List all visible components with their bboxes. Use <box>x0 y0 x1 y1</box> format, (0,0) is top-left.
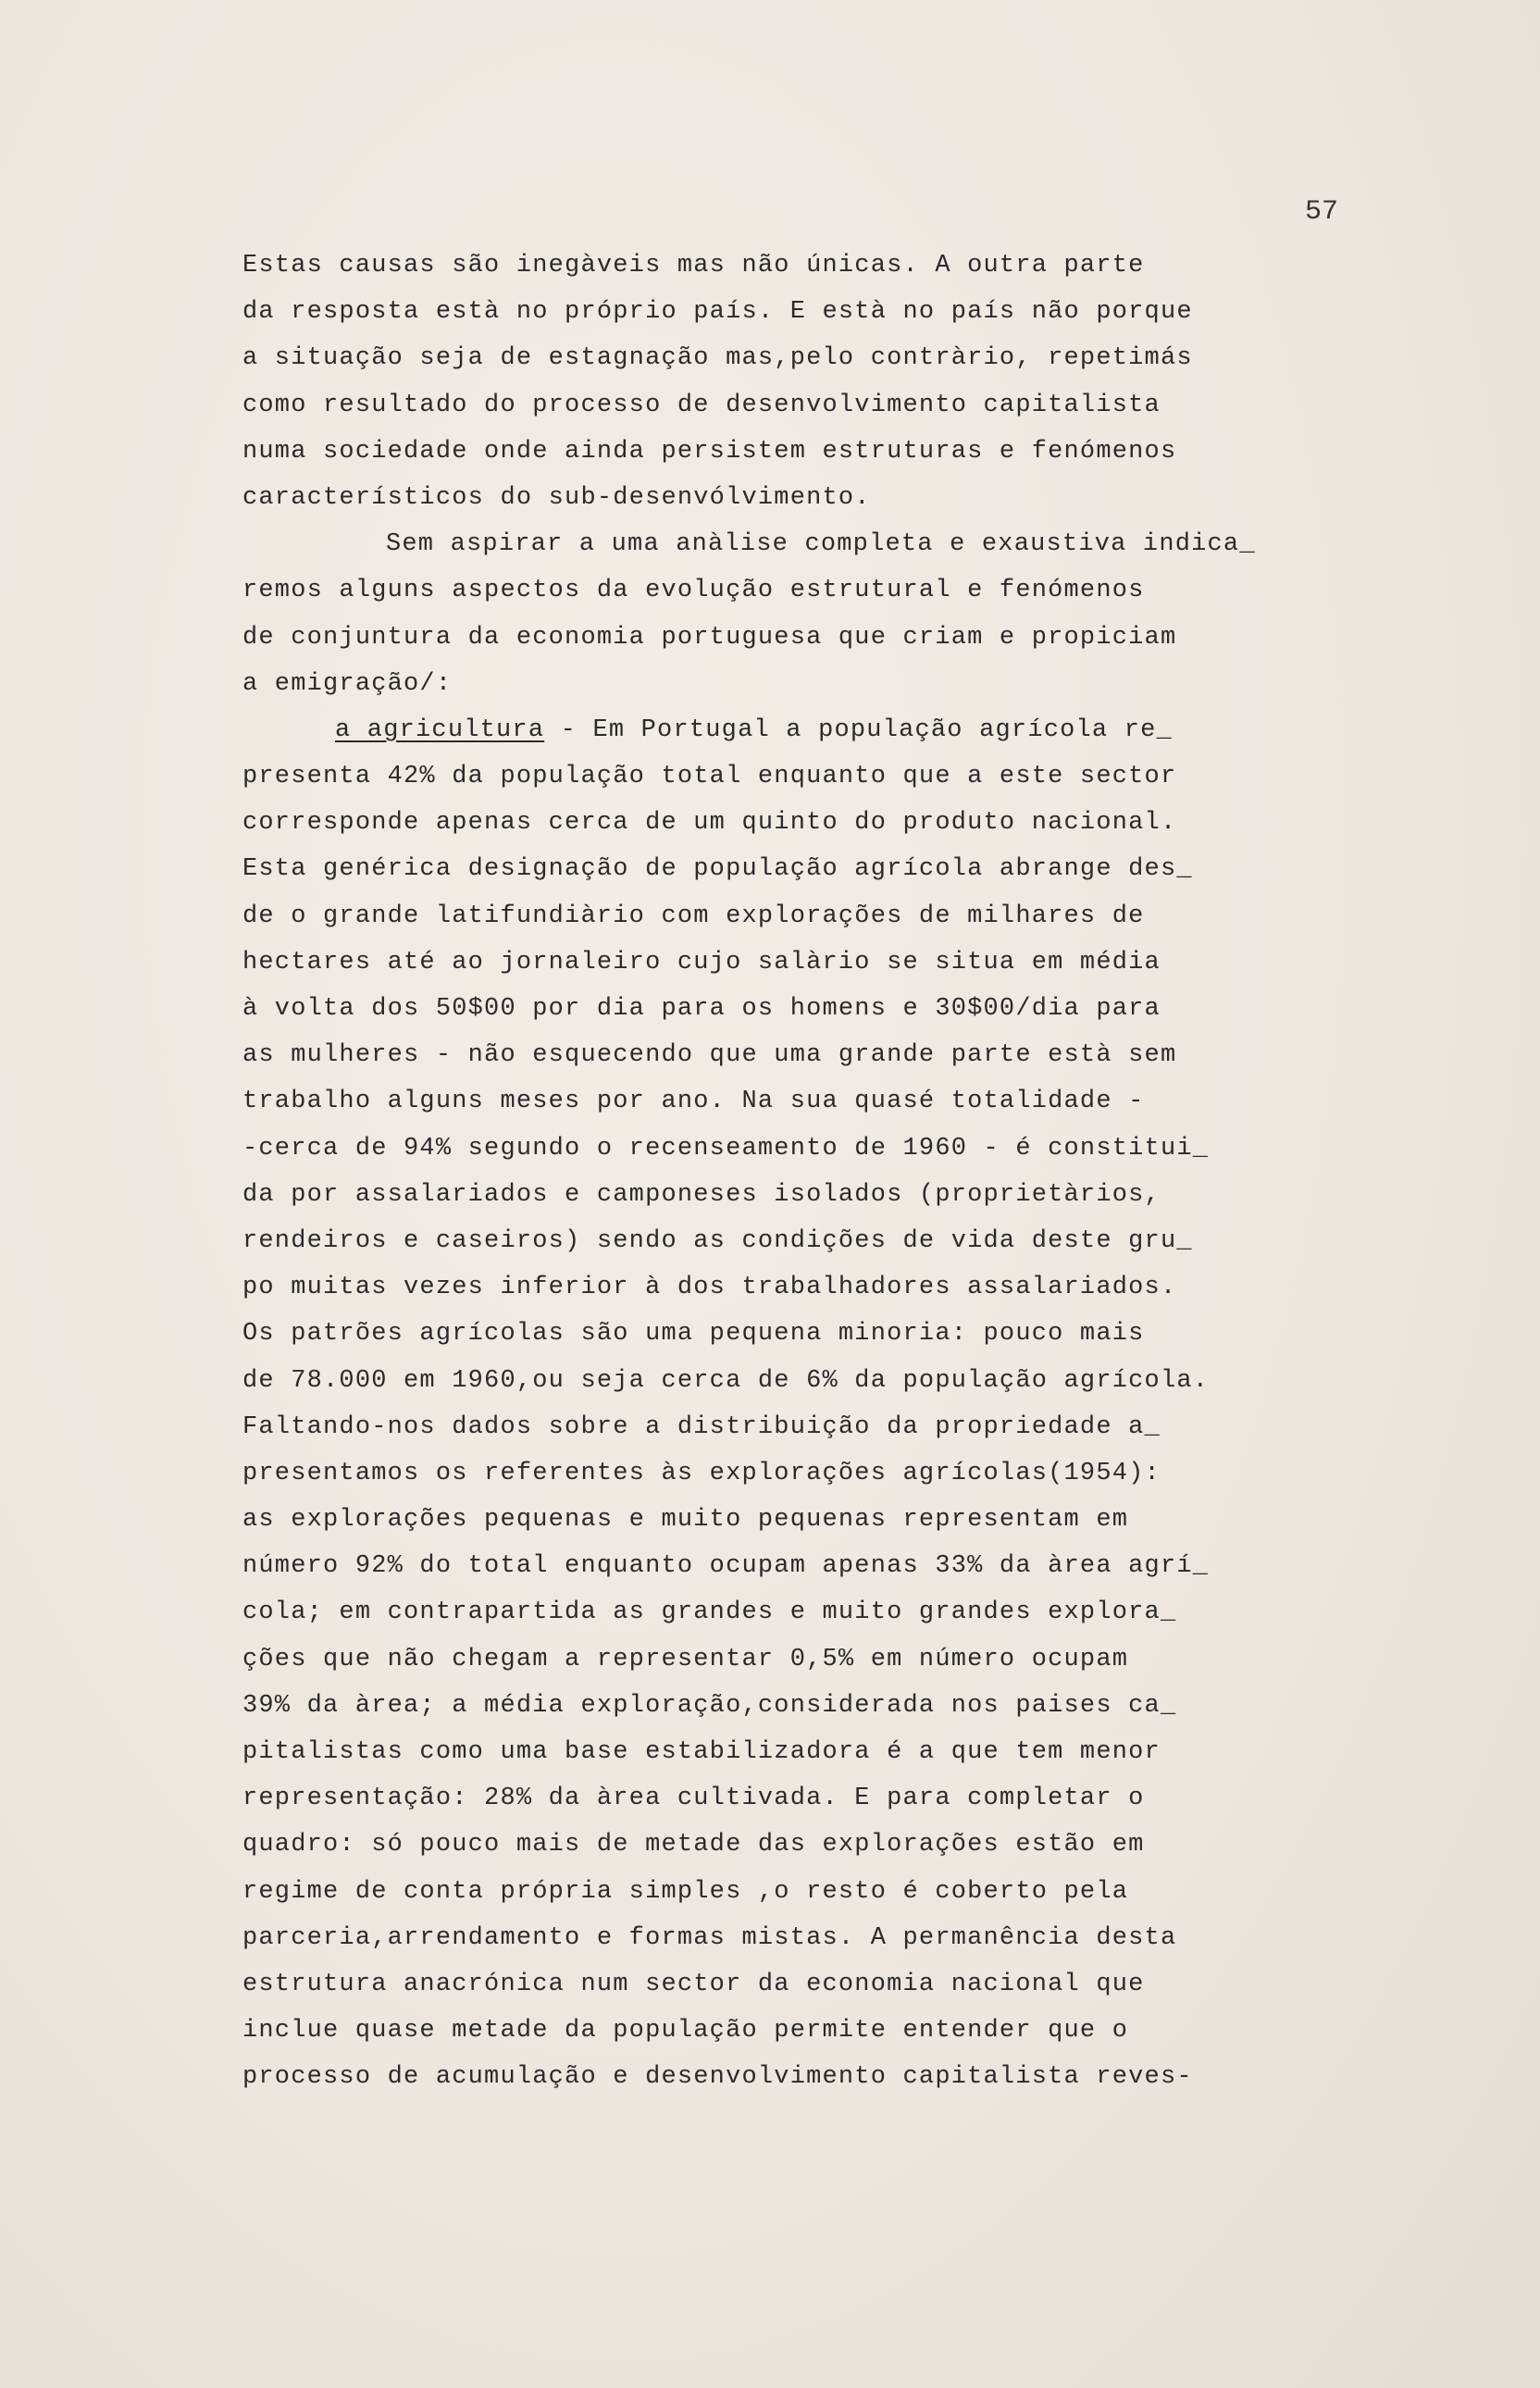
paragraph-line: de conjuntura da economia portuguesa que criam e propiciam <box>242 623 1177 652</box>
paragraph-line: corresponde apenas cerca de um quinto do produto nacional. <box>242 809 1177 838</box>
paragraph-line: como resultado do processo de desenvolvimento capitalista <box>242 391 1161 419</box>
paragraph-line: hectares até ao jornaleiro cujo salàrio se situa em média <box>242 948 1161 976</box>
paragraph-line: representação: 28% da àrea cultivada. E para completar o <box>242 1785 1145 1813</box>
paragraph-line: Sem aspirar a uma anàlise completa e exaustiva indica_ <box>386 530 1256 559</box>
paragraph <box>242 521 1418 707</box>
paragraph-line <box>242 707 1418 753</box>
paragraph-line: presenta 42% da população total enquanto que a este sector <box>242 763 1177 791</box>
paragraph-line: remos alguns aspectos da evolução estrutural e fenómenos <box>242 577 1145 605</box>
paragraph-line: característicos do sub-desenvólvimento. <box>242 483 871 512</box>
paragraph-line: estrutura anacrónica num sector da economia nacional que <box>242 1970 1145 1998</box>
document-body <box>242 243 1418 2101</box>
page-number: 57 <box>1305 196 1339 228</box>
paragraph-line: trabalho alguns meses por ano. Na sua quasé totalidade - <box>242 1088 1145 1116</box>
paragraph-line: po muitas vezes inferior à dos trabalhadores assalariados. <box>242 1274 1177 1302</box>
paragraph-line: ções que não chegam a representar 0,5% em número ocupam <box>242 1645 1129 1673</box>
paragraph <box>242 707 1418 2101</box>
paragraph-line: processo de acumulação e desenvolvimento capitalista reves- <box>242 2063 1193 2092</box>
section-heading: a agricultura <box>335 715 545 744</box>
paragraph-line: de o grande latifundiàrio com explorações de milhares de <box>242 902 1145 930</box>
paragraph-line: Faltando-nos dados sobre a distribuição da propriedade a_ <box>242 1412 1161 1441</box>
paragraph-line: as mulheres - não esquecendo que uma grande parte està sem <box>242 1041 1177 1070</box>
paragraph-line: 39% da àrea; a média exploração,considerada nos paises ca_ <box>242 1691 1177 1720</box>
paragraph-line: à volta dos 50$00 por dia para os homens e 30$00/dia para <box>242 995 1161 1023</box>
paragraph-line: regime de conta própria simples ,o resto é coberto pela <box>242 1877 1129 1906</box>
paragraph-line: rendeiros e caseiros) sendo as condições de vida deste gru_ <box>242 1226 1193 1255</box>
paragraph-line: -cerca de 94% segundo o recenseamento de 1960 - é constitui_ <box>242 1134 1210 1163</box>
paragraph-line: cola; em contrapartida as grandes e muito grandes explora_ <box>242 1598 1177 1627</box>
paragraph-line: numa sociedade onde ainda persistem estruturas e fenómenos <box>242 437 1177 466</box>
paragraph-line: as explorações pequenas e muito pequenas representam em <box>242 1506 1129 1535</box>
heading-line-rest: - Em Portugal a população agrícola re_ <box>544 715 1173 744</box>
paragraph-line: Os patrões agrícolas são uma pequena minoria: pouco mais <box>242 1320 1145 1349</box>
paragraph <box>242 243 1418 521</box>
paragraph-line: Esta genérica designação de população agrícola abrange des_ <box>242 855 1193 884</box>
paragraph-line: parceria,arrendamento e formas mistas. A permanência desta <box>242 1923 1177 1952</box>
paragraph-line: de 78.000 em 1960,ou seja cerca de 6% da população agrícola. <box>242 1366 1210 1395</box>
paragraph-line: da por assalariados e camponeses isolados (proprietàrios, <box>242 1180 1161 1209</box>
paragraph-line: quadro: só pouco mais de metade das explorações estão em <box>242 1831 1145 1859</box>
paragraph-line: a emigração/: <box>242 669 453 698</box>
paragraph-line: da resposta està no próprio país. E està no país não porque <box>242 298 1193 327</box>
paragraph-line: número 92% do total enquanto ocupam apenas 33% da àrea agrí_ <box>242 1552 1210 1581</box>
paragraph-line: Estas causas são inegàveis mas não únicas. A outra parte <box>242 252 1145 280</box>
paragraph-line: inclue quase metade da população permite entender que o <box>242 2017 1129 2046</box>
paragraph-line: presentamos os referentes às explorações agrícolas(1954): <box>242 1459 1161 1487</box>
paragraph-line: pitalistas como uma base estabilizadora é a que tem menor <box>242 1738 1161 1766</box>
paragraph-line: a situação seja de estagnação mas,pelo contràrio, repetimás <box>242 344 1193 373</box>
